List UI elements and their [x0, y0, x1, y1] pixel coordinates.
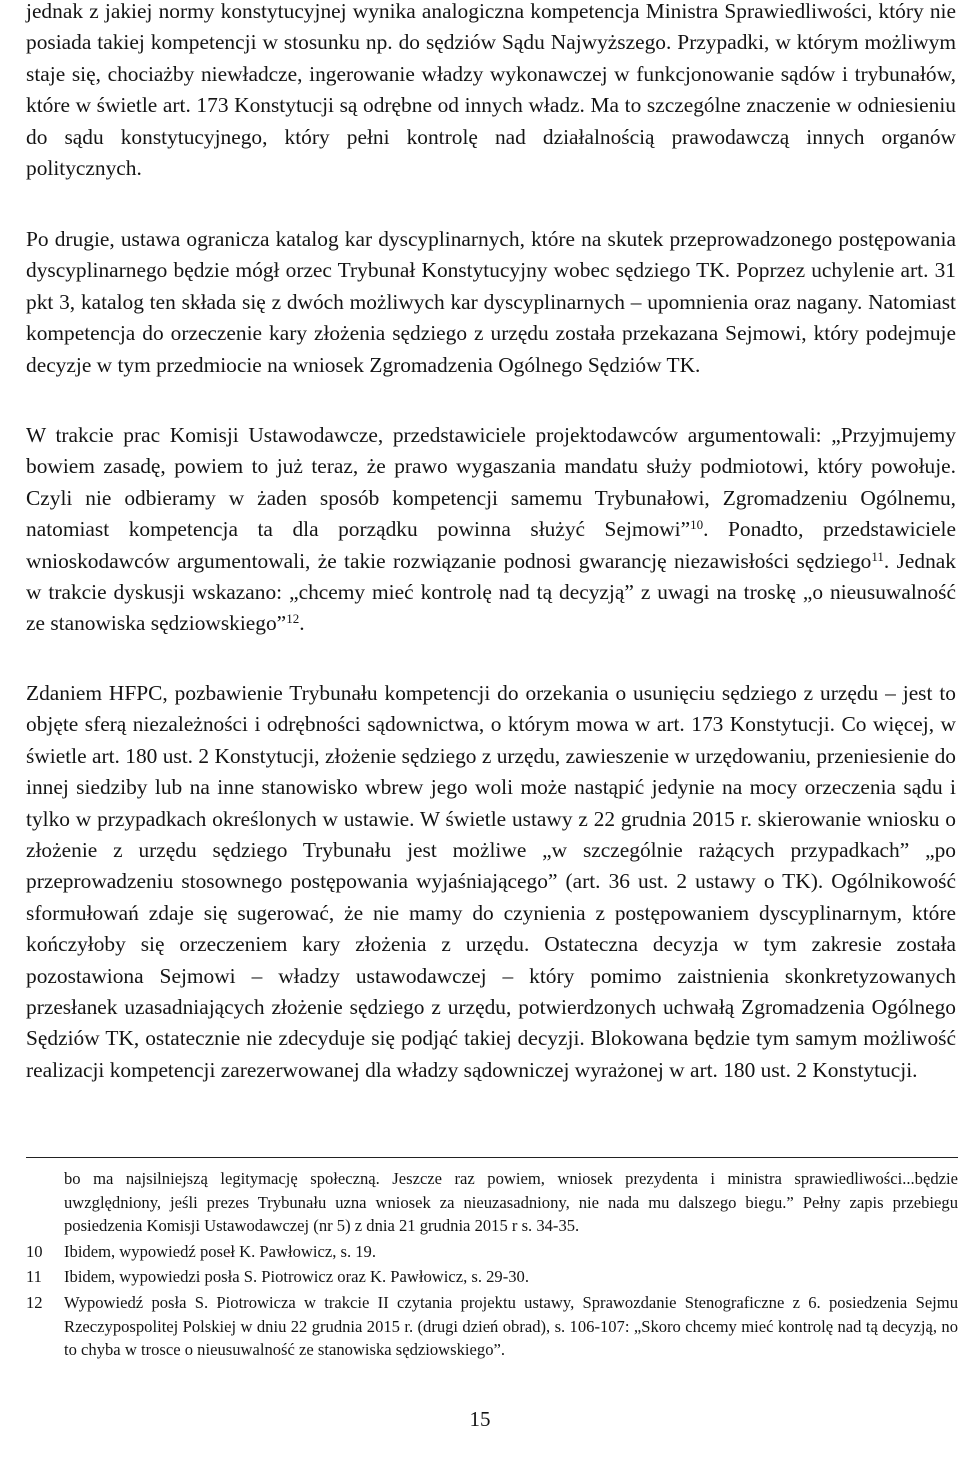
footnote-ref-10[interactable]: 10 — [690, 517, 704, 533]
footnote-number: 12 — [26, 1292, 43, 1312]
footnotes-section — [26, 1167, 958, 1364]
footnote-11 — [26, 1265, 958, 1289]
paragraph-ministry-competence: jednak z jakiej normy konstytucyjnej wynika analogiczna kompetencja Ministra Sprawiedliwości, który nie posiada takiej kompetencji w stosunku np. do sędziów Sądu Najwyższego. Przypadki, w którym możliwym staje się, chociażby niewładcze, ingerowanie władzy wykonawczej w funkcjonowanie sądów i trybunałów, które w świetle art. 173 Konstytucji są odrębne od innych władz. Ma to szczególne znaczenie w odniesieniu do sądu konstytucyjnego, który pełni kontrolę nad działalnością prawodawczą innych organów politycznych. — [26, 0, 956, 181]
footnote-12 — [26, 1291, 958, 1362]
page-number: 15 — [469, 1407, 491, 1431]
footnote-ref-12[interactable]: 12 — [286, 611, 300, 627]
footnote-number: 10 — [26, 1241, 43, 1261]
footnote-text: Ibidem, wypowiedzi posła S. Piotrowicz oraz K. Pawłowicz, s. 29-30. — [64, 1267, 529, 1287]
footnote-text: Wypowiedź posła S. Piotrowicza w trakcie II czytania projektu ustawy, Sprawozdanie Stenograficzne z 6. posiedzenia Sejmu Rzeczypospolitej Polskiej w dniu 22 grudnia 2015 r. (drugi dzień obrad), s. 106-107: „Skoro chcemy mieć kontrolę nad tą decyzją, no to chyba w trosce o nieusuwalność ze stanowiska sędziowskiego”. — [64, 1292, 958, 1360]
footnote-number: 11 — [26, 1267, 42, 1287]
paragraph-text-segment: . Ponadto, przedstawiciele wnioskodawców argumentowali, że takie rozwiązanie podnosi gwarancję niezawisłości sędziego — [26, 517, 956, 573]
footnote-text: Ibidem, wypowiedź poseł K. Pawłowicz, s. 19. — [64, 1241, 376, 1261]
paragraph-legislative-committee — [26, 420, 956, 640]
footnote-divider — [26, 1157, 958, 1158]
paragraph-text-segment: . Jednak w trakcie dyskusji wskazano: „chcemy mieć kontrolę nad tą decyzją” z uwagi na troskę „o nieusuwalność ze stanowiska sędziowskiego” — [26, 548, 956, 636]
footnote-continuation: bo ma najsilniejszą legitymację społeczną. Jeszcze raz powiem, wniosek prezydenta i ministra sprawiedliwości...będzie uwzględniony, jeśli prezes Trybunału uzna wniosek za nieuzasadniony, nie nada mu dalszego biegu.” Pełny zapis przebiegu posiedzenia Komisji Ustawodawczej (nr 5) z dnia 21 grudnia 2015 r s. 34-35. — [64, 1169, 958, 1236]
paragraph-disciplinary-penalties: Po drugie, ustawa ogranicza katalog kar dyscyplinarnych, które na skutek przeprowadzonego postępowania dyscyplinarnego będzie mógł orzec Trybunał Konstytucyjny wobec sędziego TK. Poprzez uchylenie art. 31 pkt 3, katalog ten składa się z dwóch możliwych kar dyscyplinarnych – upomnienia oraz nagany. Natomiast kompetencja do orzeczenie kary złożenia sędziego z urzędu została przekazana Sejmowi, który podejmuje decyzje w tym przedmiocie na wniosek Zgromadzenia Ogólnego Sędziów TK. — [26, 227, 956, 377]
footnote-ref-11[interactable]: 11 — [871, 548, 884, 564]
paragraph-text-segment: . — [299, 611, 305, 636]
paragraph-hfpc-opinion: Zdaniem HFPC, pozbawienie Trybunału kompetencji do orzekania o usunięciu sędziego z urzędu – jest to objęte sferą niezależności i odrębności sądownictwa, o którym mowa w art. 173 Konstytucji. Co więcej, w świetle art. 180 ust. 2 Konstytucji, złożenie sędziego z urzędu, zawieszenie w urzędowaniu, przeniesienie do innej siedziby lub na inne stanowisko wbrew jego woli może nastąpić jedynie na mocy orzeczenia sądu i tylko w przypadkach określonych w ustawie. W świetle ustawy z 22 grudnia 2015 r. skierowanie wniosku o złożenie z urzędu sędziego Trybunału jest możliwe „w szczególnie rażących przypadkach” „po przeprowadzeniu stosownego postępowania wyjaśniającego” (art. 36 ust. 2 ustawy o TK). Ogólnikowość sformułowań zdaje się sugerować, że nie mamy do czynienia z postępowaniem dyscyplinarnym, które kończyłoby się orzeczeniem kary złożenia z urzędu. Ostateczna decyzja w tym zakresie została pozostawiona Sejmowi – władzy ustawodawczej – który pomimo zaistnienia skonkretyzowanych przesłanek uzasadniających złożenie sędziego z urzędu, potwierdzonych uchwałą Zgromadzenia Ogólnego Sędziów TK, ostatecznie nie zdecyduje się podjąć takiej decyzji. Blokowana będzie tym samym możliwość realizacji kompetencji zarezerwowanej dla władzy sądowniczej wyrażonej w art. 180 ust. 2 Konstytucji. — [26, 681, 956, 1082]
footnote-10 — [26, 1240, 958, 1264]
paragraph-text-segment: W trakcie prac Komisji Ustawodawcze, przedstawiciele projektodawców argumentowali: „Przyjmujemy bowiem zasadę, powiem to już teraz, że prawo wygaszania mandatu służy podmiotowi, który powołuje. Czyli nie odbieramy w żaden sposób kompetencji samemu Trybunałowi, Zgromadzeniu Ogólnemu, natomiast kompetencja ta dla porządku powinna służyć Sejmowi” — [26, 423, 956, 542]
